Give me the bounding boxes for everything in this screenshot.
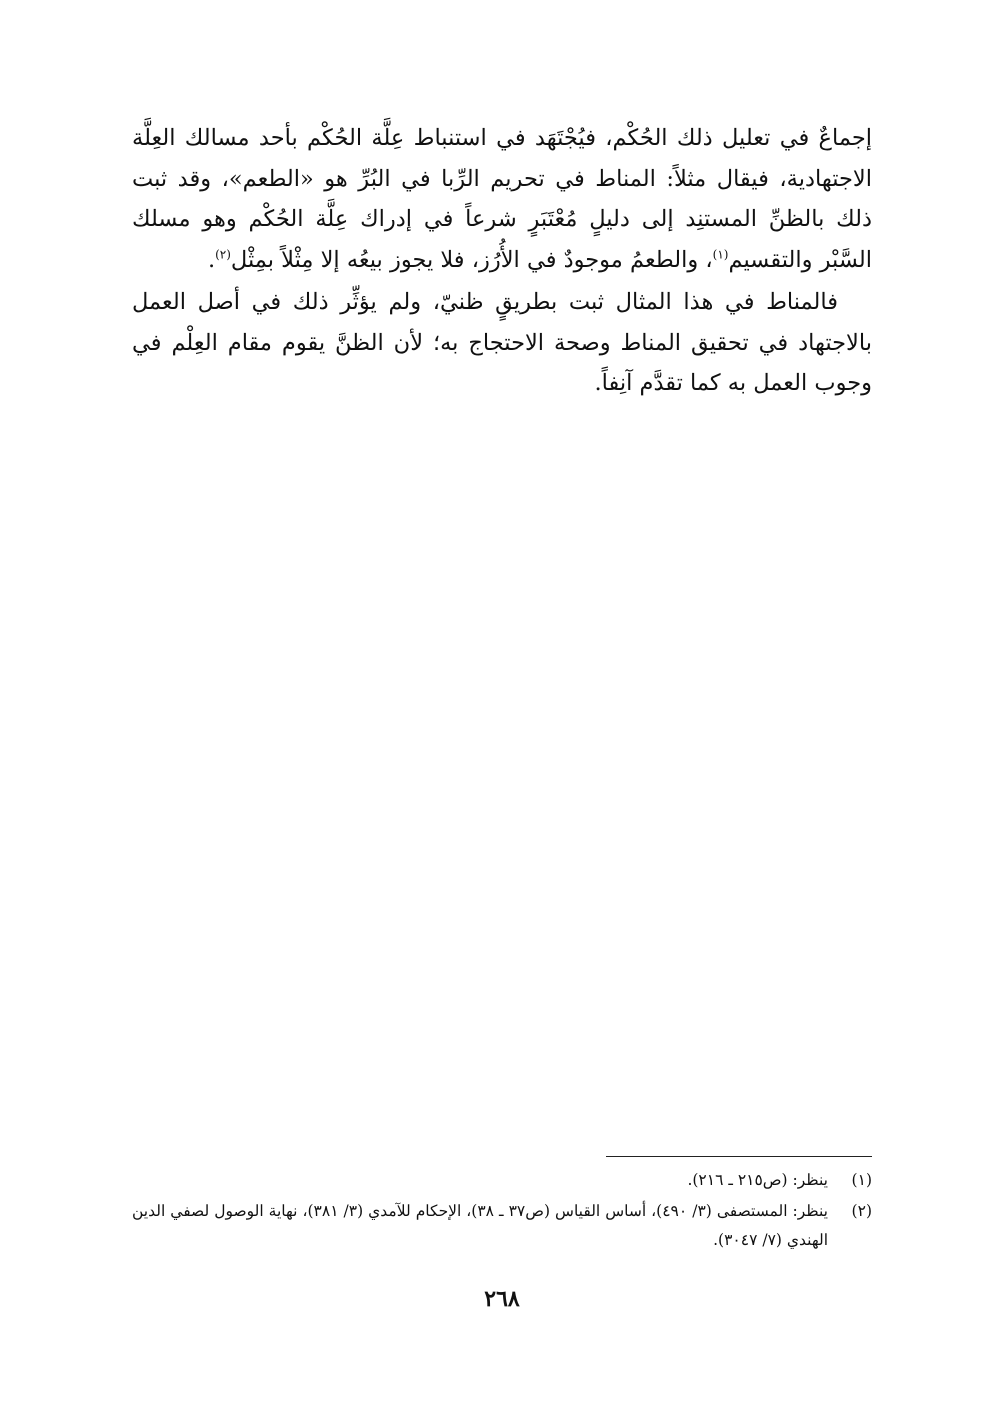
footnote-ref-2: (٢) (215, 247, 231, 261)
footnote-2 (132, 1197, 872, 1255)
paragraph-1-text-b: ، والطعمُ موجودٌ في الأُرُز، فلا يجوز بيعُه إلا مِثْلاً بمِثْل (230, 246, 713, 273)
paragraph-2: فالمناط في هذا المثال ثبت بطريقٍ ظنيّ، ولم يؤثِّر ذلك في أصل العمل بالاجتهاد في تحقيق المناط وصحة الاحتجاج به؛ لأن الظنَّ يقوم مقام العِلْم في وجوب العمل به كما تقدَّم آنِفاً. (132, 289, 872, 396)
footnote-ref-1: (١) (712, 247, 729, 261)
footnote-2-text: ينظر: المستصفى (٣/ ٤٩٠)، أساس القياس (ص٣٧ ـ ٣٨)، الإحكام للآمدي (٣/ ٣٨١)، نهاية الوصول لصفي الدين الهندي (٧/ ٣٠٤٧). (132, 1202, 828, 1249)
paragraph-1-text-a: إجماعٌ في تعليل ذلك الحُكْم، فيُجْتَهَد في استنباط عِلَّة الحُكْم بأحد مسالك العِلَّة الاجتهادية، فيقال مثلاً: المناط في تحريم الرِّبا في البُرِّ هو «الطعم»، وقد ثبت ذلك بالظنِّ المستنِد إلى دليلٍ مُعْتَبَرٍ شرعاً في إدراك عِلَّة الحُكْم وهو مسلك السَّبْر والتقسيم (132, 125, 872, 273)
footnote-1 (132, 1166, 872, 1195)
page-number: ٢٦٨ (484, 1286, 520, 1312)
footnote-divider (606, 1156, 872, 1157)
footnote-1-text: ينظر: (ص٢١٥ ـ ٢١٦). (687, 1171, 828, 1189)
paragraph-1-text-end: . (207, 246, 216, 273)
footnotes (132, 1166, 872, 1257)
footnote-2-number: (٢) (851, 1202, 872, 1220)
paragraph-1 (132, 118, 872, 280)
footnote-1-number: (١) (851, 1171, 872, 1189)
main-text (132, 118, 872, 404)
